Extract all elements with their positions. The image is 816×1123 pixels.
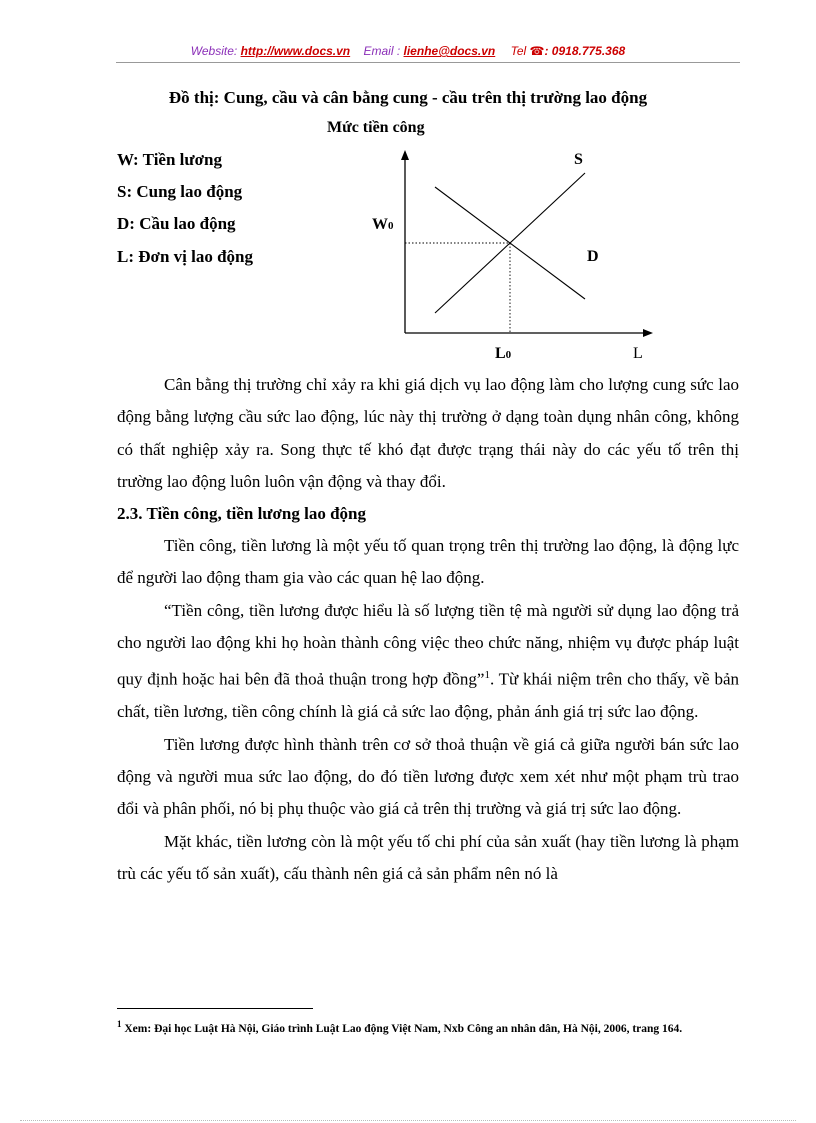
page-bottom-border xyxy=(20,1120,796,1121)
footnote-number: 1 xyxy=(117,1019,122,1029)
paragraph xyxy=(117,595,739,729)
paragraph: Mặt khác, tiền lương còn là một yếu tố chi phí của sản xuất (hay tiền lương là phạm trù các yếu tố sản xuất), cấu thành nên giá cả sản phẩm nên nó là xyxy=(117,831,739,883)
section-heading: 2.3. Tiền công, tiền lương lao động xyxy=(117,504,367,524)
w0-label: W0 xyxy=(372,216,394,233)
page-header xyxy=(0,44,816,58)
l0-label: L0 xyxy=(495,345,512,362)
header-divider xyxy=(116,62,740,63)
footnote-text: Xem: Đại học Luật Hà Nội, Giáo trình Luật Lao động Việt Nam, Nxb Công an nhân dân, Hà Nội, 2006, trang 164. xyxy=(121,1022,683,1035)
y-axis-arrow xyxy=(401,150,409,160)
x-axis-arrow xyxy=(643,329,653,337)
y-axis-label: Mức tiền công xyxy=(327,119,425,136)
email-label: Email : xyxy=(363,44,401,58)
website-label: Website: xyxy=(190,44,238,58)
demand-curve-label: D xyxy=(587,248,599,265)
tel-label: Tel xyxy=(510,44,527,58)
quote-text: “Tiền công, tiền lương được hiểu là số lượng tiền tệ mà người sử dụng lao động trả cho người lao động khi họ hoàn thành công việc theo chức năng, nhiệm vụ được pháp luật quy định hoặc hai bên đã thoả thuận trong hợp đồng” xyxy=(117,600,739,690)
tel-number: : 0918.775.368 xyxy=(544,44,626,58)
main-text-1 xyxy=(117,369,739,890)
paragraph: Tiền công, tiền lương là một yếu tố quan trọng trên thị trường lao động, là động lực để người lao động tham gia vào các quan hệ lao động. xyxy=(117,536,739,588)
website-link[interactable]: http://www.docs.vn xyxy=(240,44,351,58)
paragraph: Tiền lương được hình thành trên cơ sở thoả thuận về giá cả giữa người bán sức lao động và người mua sức lao động, do đó tiền lương được xem xét như một phạm trù trao đổi và phân phối, nó bị phụ thuộc vào giá cả trên thị trường và giá trị sức lao động. xyxy=(117,734,739,819)
supply-demand-chart xyxy=(395,138,665,348)
supply-curve-label: S xyxy=(574,151,583,168)
quote-continuation: . Từ khái niệm trên cho thấy, về bản chất, tiền lương, tiền công chính là giá cả sức lao động, phản ánh giá trị sức lao động. xyxy=(117,670,739,722)
footnote-divider xyxy=(117,1008,313,1009)
legend-item-l: L: Đơn vị lao động xyxy=(117,247,253,266)
legend-item-s: S: Cung lao động xyxy=(117,182,243,201)
chart-title: Đồ thị: Cung, cầu và cân bằng cung - cầu trên thị trường lao động xyxy=(168,88,648,107)
x-axis-label: L xyxy=(633,345,643,362)
footnote-ref[interactable]: 1 xyxy=(484,669,490,682)
footnote xyxy=(117,1016,739,1037)
legend-item-d: D: Cầu lao động xyxy=(117,214,236,233)
legend-item-w: W: Tiền lương xyxy=(117,150,222,169)
email-link[interactable]: lienhe@docs.vn xyxy=(403,44,496,58)
phone-icon: ☎ xyxy=(529,44,545,58)
paragraph: Cân bằng thị trường chỉ xảy ra khi giá dịch vụ lao động làm cho lượng cung sức lao động bằng lượng cầu sức lao động, lúc này thị trường ở dạng toàn dụng nhân công, không có thất nghiệp xảy ra. Song thực tế khó đạt được trạng thái này do các yếu tố trên thị trường lao động luôn luôn vận động và thay đổi. xyxy=(117,375,739,491)
